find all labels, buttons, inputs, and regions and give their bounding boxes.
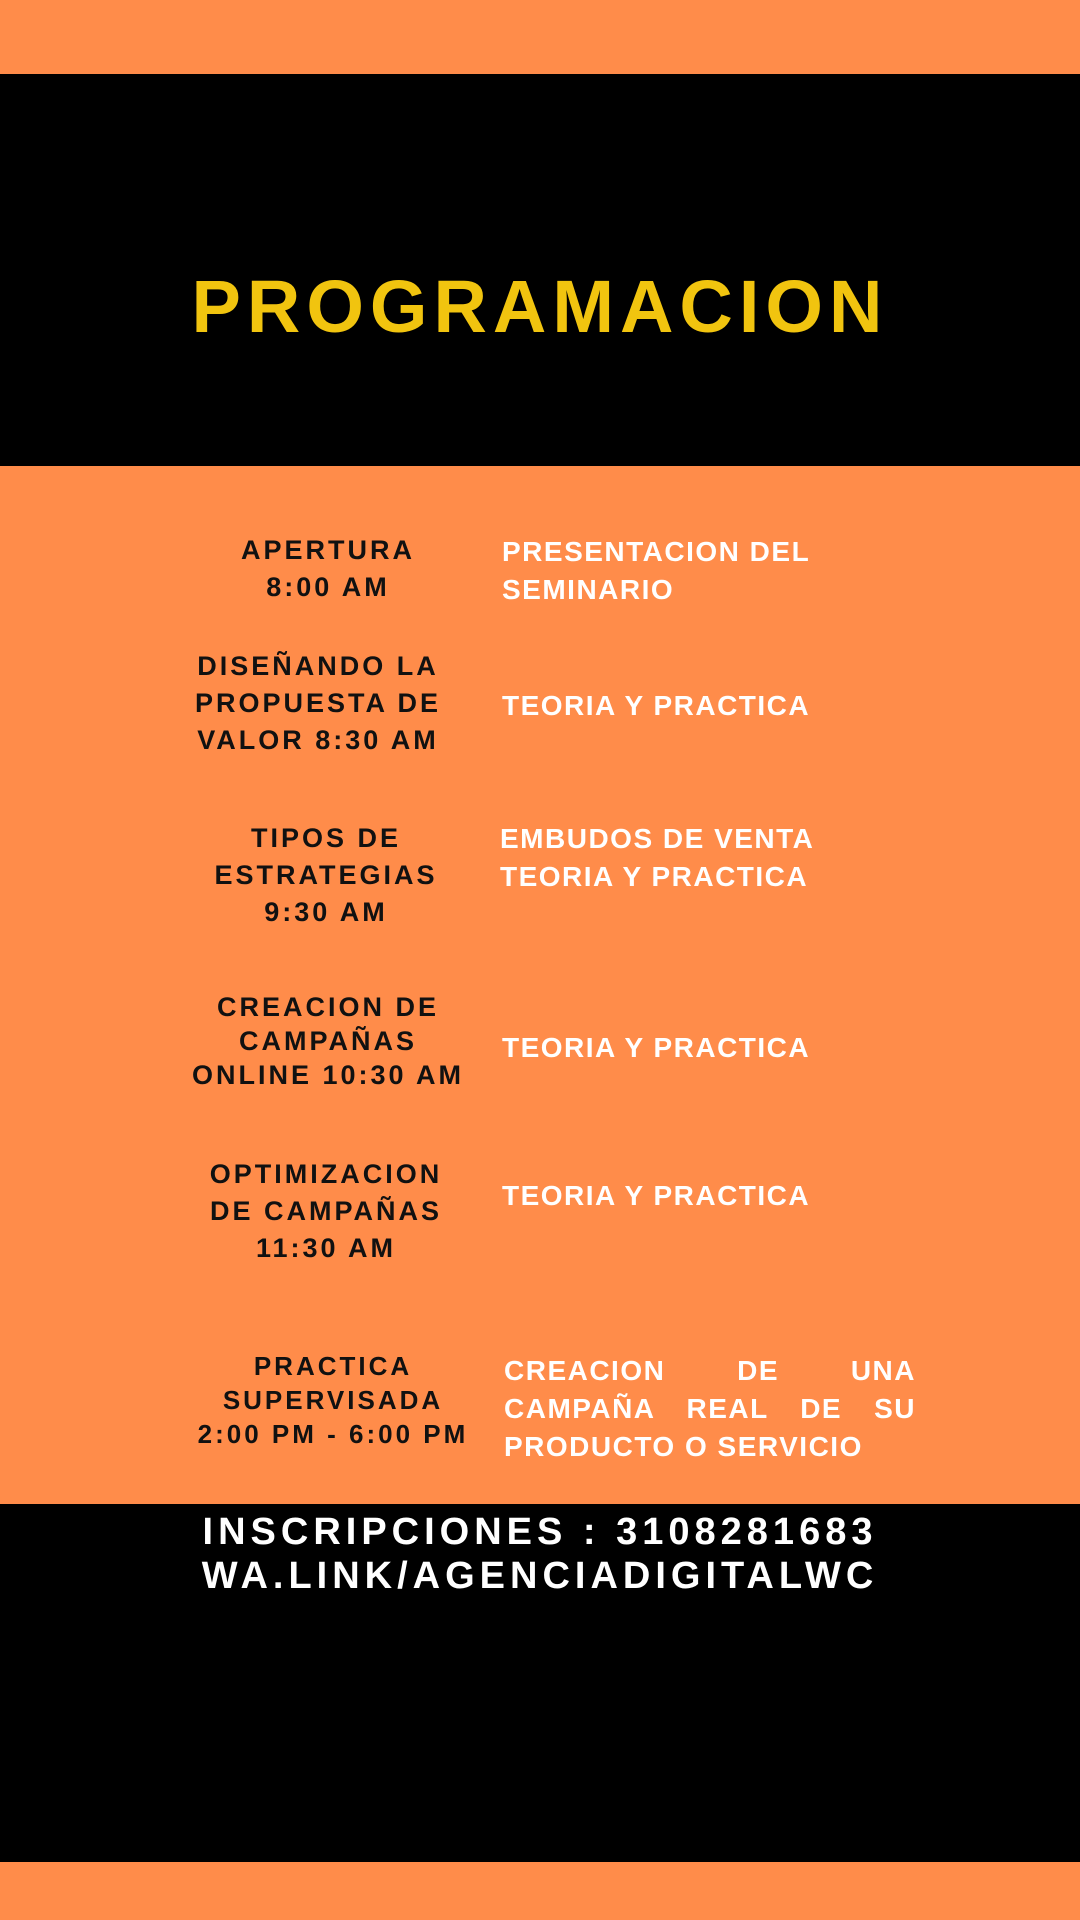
session-description-6: CREACION DE UNA CAMPAÑA REAL DE SU PRODUCTO O SERVICIO <box>504 1355 916 1462</box>
session-description-2: TEORIA Y PRACTICA <box>502 690 811 721</box>
bottom-orange-band <box>0 1862 1080 1920</box>
registration-phone: INSCRIPCIONES : 3108281683 <box>202 1511 878 1553</box>
page-title: PROGRAMACION <box>191 265 889 348</box>
session-label-3: TIPOS DE ESTRATEGIAS 9:30 AM <box>214 823 438 927</box>
session-description-4: TEORIA Y PRACTICA <box>502 1032 811 1063</box>
schedule-section <box>0 466 1080 1504</box>
session-label-2: DISEÑANDO LA PROPUESTA DE VALOR 8:30 AM <box>194 651 442 755</box>
session-label-5: OPTIMIZACION DE CAMPAÑAS 11:30 AM <box>209 1159 443 1263</box>
session-label-4: CREACION DE CAMPAÑAS ONLINE 10:30 AM <box>191 992 465 1090</box>
session-label-1: APERTURA 8:00 AM <box>240 535 415 602</box>
session-description-5: TEORIA Y PRACTICA <box>502 1180 811 1211</box>
session-label-6: PRACTICA SUPERVISADA 2:00 PM - 6:00 PM <box>197 1351 469 1449</box>
session-description-1: PRESENTACION DEL SEMINARIO <box>502 536 811 605</box>
top-orange-band <box>0 0 1080 74</box>
session-description-3: EMBUDOS DE VENTA TEORIA Y PRACTICA <box>500 823 815 892</box>
whatsapp-link[interactable]: WA.LINK/AGENCIADIGITALWC <box>201 1555 879 1597</box>
